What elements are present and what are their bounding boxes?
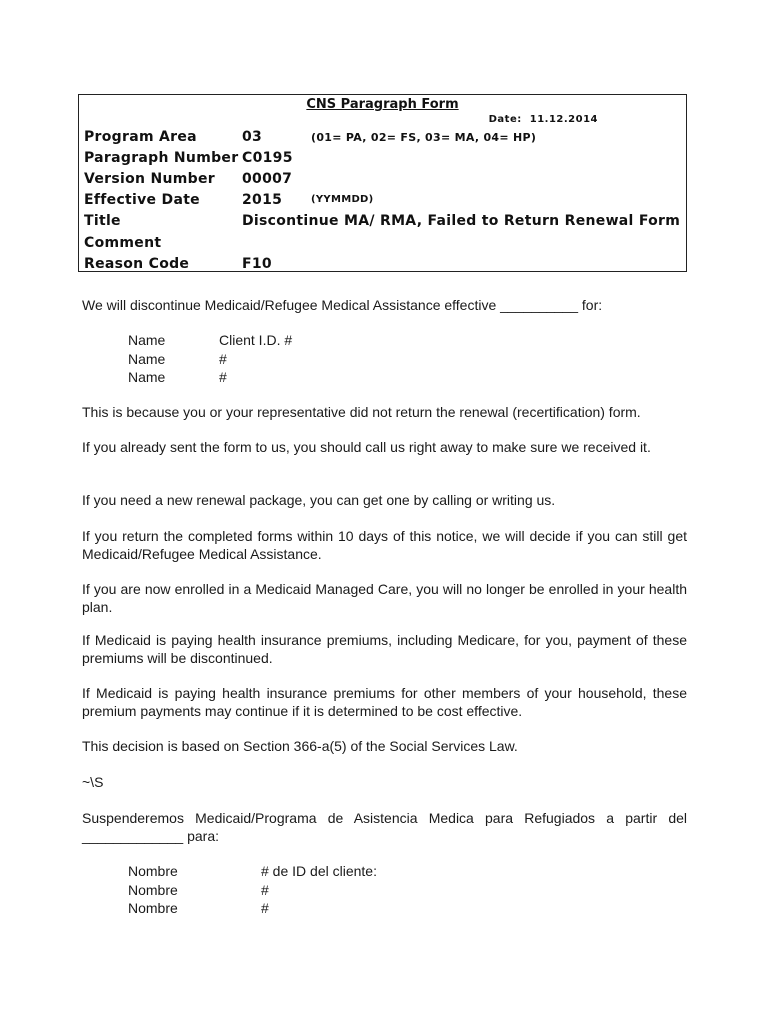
- field-label: Effective Date: [84, 192, 200, 208]
- name-label: Nombre: [128, 900, 178, 916]
- paragraph-return-forms: If you return the completed forms within 10 days of this notice, we will decide if you can still get Medicaid/Refugee Medical Assistance.: [82, 528, 687, 562]
- field-value: C0195: [242, 150, 293, 166]
- field-note: (01= PA, 02= FS, 03= MA, 04= HP): [311, 131, 537, 144]
- language-separator: ~\S: [82, 774, 104, 790]
- field-label: Paragraph Number: [84, 150, 239, 166]
- name-label: Nombre: [128, 881, 178, 898]
- paragraph-managed-care: If you are now enrolled in a Medicaid Managed Care, you will no longer be enrolled in your health plan.: [82, 581, 687, 615]
- client-id-label: # de ID del cliente:: [261, 863, 377, 879]
- name-label: Name: [128, 332, 166, 348]
- client-id-label: #: [261, 900, 269, 916]
- client-id-label: #: [219, 350, 227, 367]
- date-label: Date:: [488, 114, 522, 125]
- client-id-label: #: [219, 369, 227, 385]
- field-label: Program Area: [84, 129, 197, 145]
- name-label: Name: [128, 350, 166, 367]
- field-value: F10: [242, 256, 272, 272]
- paragraph-reason: This is because you or your representative did not return the renewal (recertification) form.: [82, 404, 641, 420]
- date-value: 11.12.2014: [529, 114, 598, 125]
- paragraph-premiums-household: If Medicaid is paying health insurance premiums for other members of your household, these premium payments may continue if it is determined to be cost effective.: [82, 685, 687, 719]
- form-date: [489, 114, 598, 125]
- name-label: Nombre: [128, 863, 178, 879]
- field-label: Title: [84, 213, 121, 229]
- paragraph-legal-basis: This decision is based on Section 366-a(5) of the Social Services Law.: [82, 738, 518, 754]
- field-note: (YYMMDD): [311, 194, 374, 205]
- form-title: CNS Paragraph Form: [306, 97, 459, 112]
- field-label: Version Number: [84, 171, 215, 187]
- name-label: Name: [128, 369, 166, 385]
- field-value: Discontinue MA/ RMA, Failed to Return Renewal Form: [242, 213, 681, 229]
- spanish-intro-paragraph: Suspenderemos Medicaid/Programa de Asistencia Medica para Refugiados a partir del _____________ para:: [82, 810, 687, 844]
- field-label: Comment: [84, 235, 162, 251]
- client-id-label: #: [261, 881, 269, 898]
- field-value: 03: [242, 129, 263, 145]
- paragraph-renewal-package: If you need a new renewal package, you can get one by calling or writing us.: [82, 492, 556, 508]
- client-id-label: Client I.D. #: [219, 332, 293, 348]
- form-header-box: [78, 94, 687, 272]
- field-value: 00007: [242, 171, 293, 187]
- paragraph-premiums-you: If Medicaid is paying health insurance premiums, including Medicare, for you, payment of these premiums will be discontinued.: [82, 632, 687, 666]
- intro-paragraph: We will discontinue Medicaid/Refugee Medical Assistance effective __________ for:: [82, 297, 603, 313]
- paragraph-already-sent: If you already sent the form to us, you should call us right away to make sure we received it.: [82, 439, 651, 455]
- field-value: 2015: [242, 192, 283, 208]
- field-label: Reason Code: [84, 256, 190, 272]
